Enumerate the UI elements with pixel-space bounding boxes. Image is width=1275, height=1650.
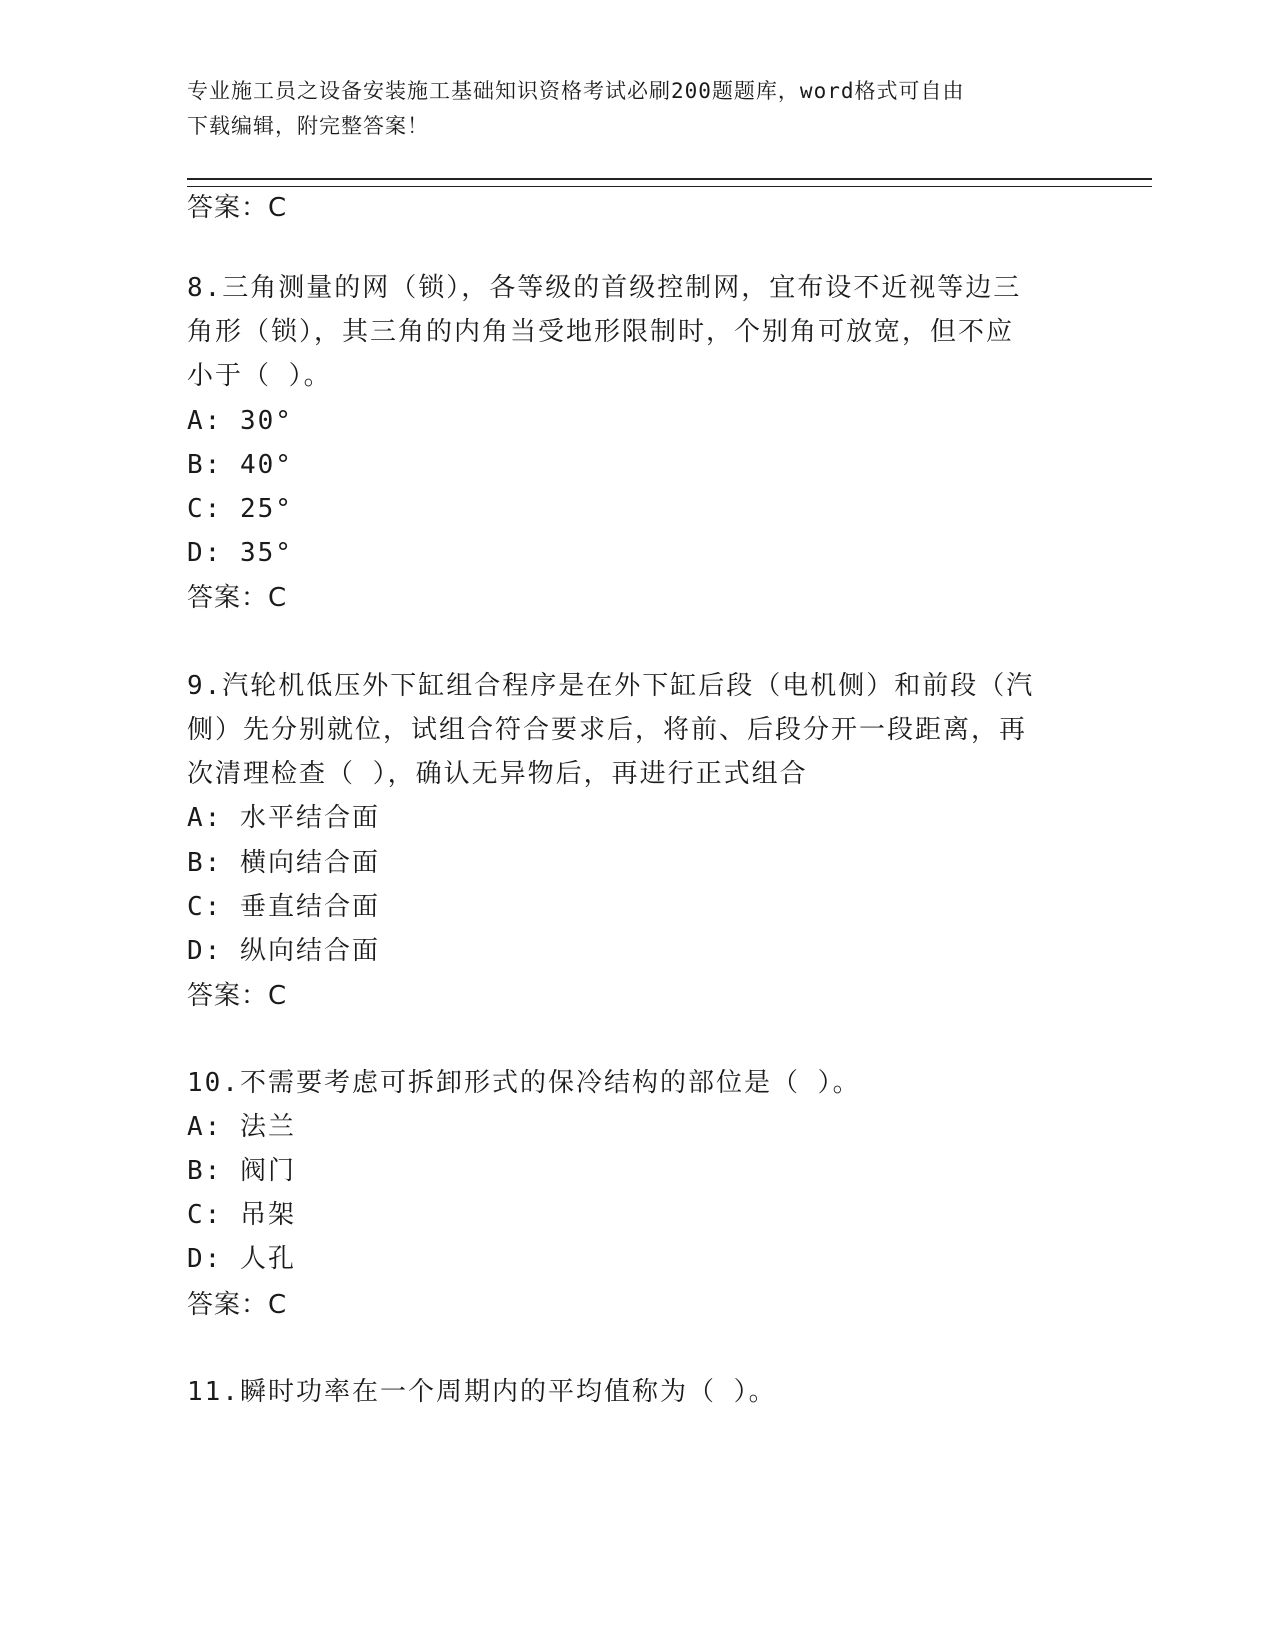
question-11-line-1: 11.瞬时功率在一个周期内的平均值称为（ ）。 [187,1377,777,1407]
question-8-option-c: C: 25° [187,494,293,524]
question-8-answer: 答案：C [187,583,288,613]
question-8-line-2: 角形（锁），其三角的内角当受地形限制时，个别角可放宽，但不应 [187,317,1015,347]
question-9-line-2: 侧）先分别就位，试组合符合要求后，将前、后段分开一段距离，再 [187,715,1028,745]
question-9-option-a: A: 水平结合面 [187,803,380,833]
question-8-line-3: 小于（ ）。 [187,361,332,391]
question-10-option-b: B: 阀门 [187,1156,296,1186]
document-header [187,74,1067,144]
question-8-option-b: B: 40° [187,450,293,480]
question-10-answer: 答案：C [187,1290,288,1320]
question-9-line-1: 9.汽轮机低压外下缸组合程序是在外下缸后段（电机侧）和前段（汽 [187,671,1035,701]
question-9-line-3: 次清理检查（ ），确认无异物后，再进行正式组合 [187,759,808,789]
question-10-option-d: D: 人孔 [187,1244,296,1274]
question-9-option-d: D: 纵向结合面 [187,936,380,966]
question-10-option-c: C: 吊架 [187,1200,296,1230]
header-divider [187,178,1152,187]
question-9-option-b: B: 横向结合面 [187,848,380,878]
question-10-option-a: A: 法兰 [187,1112,296,1142]
question-9-option-c: C: 垂直结合面 [187,892,380,922]
header-line-1: 专业施工员之设备安装施工基础知识资格考试必刷200题题库，word格式可自由 [187,79,965,103]
header-line-2: 下载编辑，附完整答案！ [187,114,429,138]
previous-answer: 答案：C [187,193,288,223]
question-8-option-d: D: 35° [187,538,293,568]
question-10-line-1: 10.不需要考虑可拆卸形式的保冷结构的部位是（ ）。 [187,1068,861,1098]
question-8-line-1: 8.三角测量的网（锁），各等级的首级控制网，宜布设不近视等边三 [187,273,1022,303]
question-8-option-a: A: 30° [187,406,293,436]
question-9-answer: 答案：C [187,981,288,1011]
